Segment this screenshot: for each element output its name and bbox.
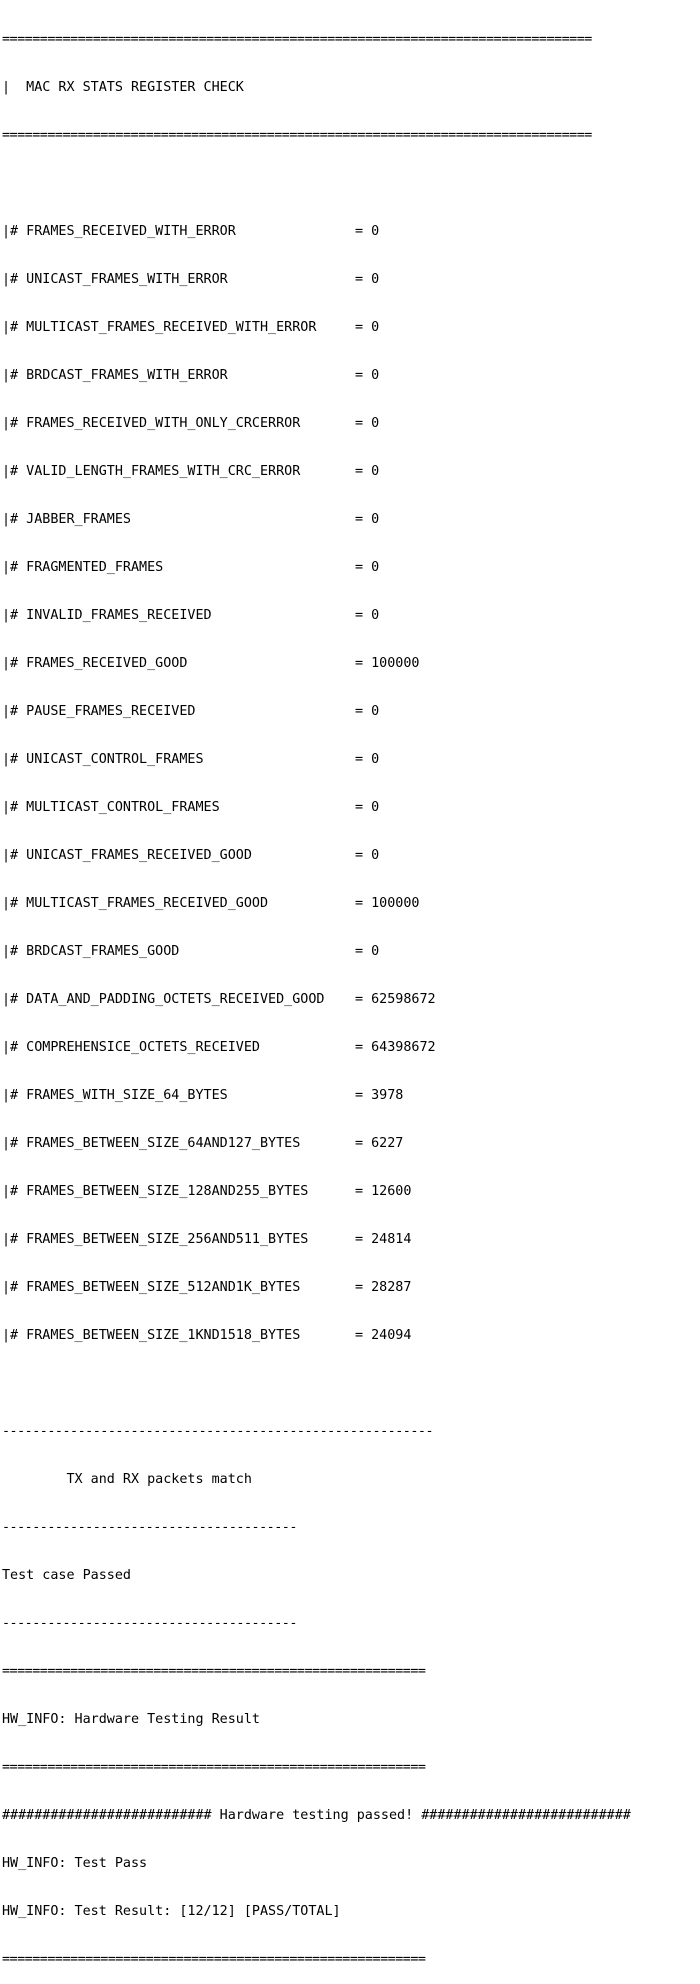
stat-name: |# MULTICAST_FRAMES_RECEIVED_GOOD bbox=[2, 896, 269, 911]
stat-value: = 0 bbox=[355, 800, 380, 815]
hw-info-title: HW_INFO: Hardware Testing Result bbox=[2, 1712, 260, 1727]
stat-row bbox=[2, 896, 698, 912]
stat-value: = 0 bbox=[355, 416, 380, 431]
stat-name: |# FRAMES_RECEIVED_WITH_ONLY_CRCERROR bbox=[2, 416, 301, 431]
stat-row bbox=[2, 704, 698, 720]
stat-value: = 0 bbox=[355, 560, 380, 575]
test-case-result: Test case Passed bbox=[2, 1568, 131, 1583]
stat-row bbox=[2, 848, 698, 864]
stat-value: = 0 bbox=[355, 752, 380, 767]
stat-name: |# FRAMES_BETWEEN_SIZE_256AND511_BYTES bbox=[2, 1232, 309, 1247]
stat-name: |# PAUSE_FRAMES_RECEIVED bbox=[2, 704, 196, 719]
stat-name: |# FRAMES_BETWEEN_SIZE_128AND255_BYTES bbox=[2, 1184, 309, 1199]
stat-row bbox=[2, 608, 698, 624]
stat-name: |# FRAMES_RECEIVED_GOOD bbox=[2, 656, 188, 671]
header-rule-bottom: ============================================================================== bbox=[2, 128, 592, 143]
stat-value: = 0 bbox=[355, 368, 380, 383]
stat-name: |# UNICAST_FRAMES_WITH_ERROR bbox=[2, 272, 228, 287]
stat-name: |# VALID_LENGTH_FRAMES_WITH_CRC_ERROR bbox=[2, 464, 301, 479]
stat-name: |# UNICAST_CONTROL_FRAMES bbox=[2, 752, 204, 767]
stat-row bbox=[2, 1328, 698, 1344]
stat-name: |# FRAMES_WITH_SIZE_64_BYTES bbox=[2, 1088, 228, 1103]
hw-rule: ======================================================== bbox=[2, 1664, 426, 1679]
stat-row bbox=[2, 272, 698, 288]
stat-row bbox=[2, 800, 698, 816]
stat-value: = 64398672 bbox=[355, 1040, 436, 1055]
stat-row bbox=[2, 224, 698, 240]
stat-value: = 0 bbox=[355, 944, 380, 959]
stat-row bbox=[2, 560, 698, 576]
stat-value: = 0 bbox=[355, 320, 380, 335]
stat-row bbox=[2, 464, 698, 480]
stat-row bbox=[2, 320, 698, 336]
stat-row bbox=[2, 416, 698, 432]
terminal-output bbox=[2, 0, 698, 1967]
stat-value: = 100000 bbox=[355, 896, 420, 911]
stat-value: = 0 bbox=[355, 848, 380, 863]
stats-list bbox=[2, 192, 698, 1376]
stat-name: |# FRAMES_BETWEEN_SIZE_1KND1518_BYTES bbox=[2, 1328, 301, 1343]
stat-name: |# JABBER_FRAMES bbox=[2, 512, 131, 527]
hw-rule: ======================================================== bbox=[2, 1760, 426, 1775]
dash-rule-long: --------------------------------------------------------- bbox=[2, 1424, 434, 1439]
stat-value: = 0 bbox=[355, 608, 380, 623]
stat-value: = 28287 bbox=[355, 1280, 412, 1295]
dash-rule-short: --------------------------------------- bbox=[2, 1616, 297, 1631]
stat-name: |# MULTICAST_CONTROL_FRAMES bbox=[2, 800, 220, 815]
stat-value: = 100000 bbox=[355, 656, 420, 671]
stat-value: = 0 bbox=[355, 272, 380, 287]
hw-test-pass: HW_INFO: Test Pass bbox=[2, 1856, 148, 1871]
stat-row bbox=[2, 1136, 698, 1152]
stat-name: |# BRDCAST_FRAMES_GOOD bbox=[2, 944, 180, 959]
stat-row bbox=[2, 1184, 698, 1200]
stat-name: |# BRDCAST_FRAMES_WITH_ERROR bbox=[2, 368, 228, 383]
stat-value: = 12600 bbox=[355, 1184, 412, 1199]
stat-row bbox=[2, 992, 698, 1008]
stat-value: = 0 bbox=[355, 464, 380, 479]
stat-name: |# FRAMES_BETWEEN_SIZE_512AND1K_BYTES bbox=[2, 1280, 301, 1295]
stat-row bbox=[2, 1280, 698, 1296]
packets-match-message: TX and RX packets match bbox=[2, 1472, 252, 1487]
stat-name: |# DATA_AND_PADDING_OCTETS_RECEIVED_GOOD bbox=[2, 992, 325, 1007]
stat-row bbox=[2, 368, 698, 384]
stat-value: = 0 bbox=[355, 704, 380, 719]
dash-rule-short: --------------------------------------- bbox=[2, 1520, 297, 1535]
stat-value: = 24814 bbox=[355, 1232, 412, 1247]
stat-name: |# COMPREHENSICE_OCTETS_RECEIVED bbox=[2, 1040, 260, 1055]
stat-value: = 0 bbox=[355, 512, 380, 527]
stat-name: |# INVALID_FRAMES_RECEIVED bbox=[2, 608, 212, 623]
stat-row bbox=[2, 944, 698, 960]
stat-name: |# UNICAST_FRAMES_RECEIVED_GOOD bbox=[2, 848, 252, 863]
header-rule-top: ============================================================================== bbox=[2, 32, 592, 47]
stat-row bbox=[2, 752, 698, 768]
stat-value: = 3978 bbox=[355, 1088, 404, 1103]
stat-name: |# MULTICAST_FRAMES_RECEIVED_WITH_ERROR bbox=[2, 320, 317, 335]
stat-row bbox=[2, 1088, 698, 1104]
stat-value: = 62598672 bbox=[355, 992, 436, 1007]
stat-row bbox=[2, 512, 698, 528]
stat-name: |# FRAMES_RECEIVED_WITH_ERROR bbox=[2, 224, 236, 239]
stat-value: = 6227 bbox=[355, 1136, 404, 1151]
stat-row bbox=[2, 656, 698, 672]
stat-name: |# FRAGMENTED_FRAMES bbox=[2, 560, 164, 575]
hw-test-result: HW_INFO: Test Result: [12/12] [PASS/TOTAL] bbox=[2, 1904, 341, 1919]
header-title: | MAC RX STATS REGISTER CHECK bbox=[2, 80, 244, 95]
stat-value: = 24094 bbox=[355, 1328, 412, 1343]
stat-row bbox=[2, 1232, 698, 1248]
stat-name: |# FRAMES_BETWEEN_SIZE_64AND127_BYTES bbox=[2, 1136, 301, 1151]
hw-rule: ======================================================== bbox=[2, 1952, 426, 1967]
stat-value: = 0 bbox=[355, 224, 380, 239]
stat-row bbox=[2, 1040, 698, 1056]
hw-passed-banner: ########################## Hardware testing passed! ########################## bbox=[2, 1808, 631, 1823]
